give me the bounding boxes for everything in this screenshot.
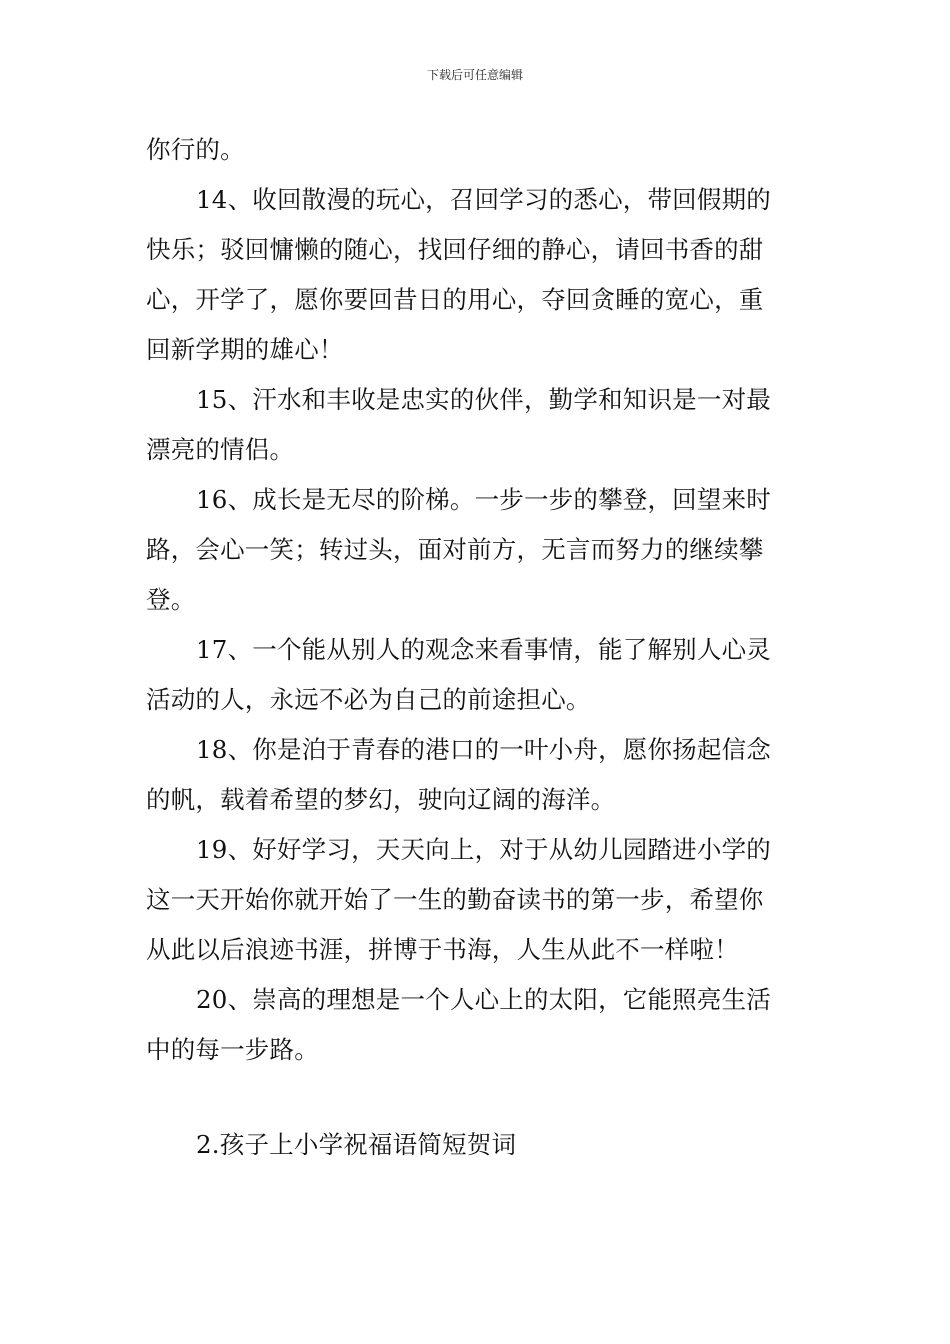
item-16-line-3: 登。 [146, 585, 196, 614]
item-17-line-2: 活动的人，永远不必为自己的前途担心。 [146, 685, 591, 714]
item-19-line-2: 这一天开始你就开始了一生的勤奋读书的第一步，希望你 [146, 885, 764, 914]
item-14-line-3: 心，开学了，愿你要回昔日的用心，夺回贪睡的宽心，重 [146, 285, 764, 314]
item-19-line-3: 从此以后浪迹书涯，拼博于书海，人生从此不一样啦！ [146, 935, 739, 964]
text-line: 你行的。 [146, 135, 245, 164]
item-15-line-1: 15、汗水和丰收是忠实的伙伴，勤学和知识是一对最 [196, 385, 771, 414]
item-16-line-2: 路，会心一笑；转过头，面对前方，无言而努力的继续攀 [146, 535, 764, 564]
item-18-line-1: 18、你是泊于青春的港口的一叶小舟，愿你扬起信念 [196, 735, 771, 764]
item-14-line-4: 回新学期的雄心！ [146, 335, 344, 364]
item-20-line-1: 20、崇高的理想是一个人心上的太阳，它能照亮生活 [196, 985, 771, 1014]
item-15-line-2: 漂亮的情侣。 [146, 435, 295, 464]
item-18-line-2: 的帆，载着希望的梦幻，驶向辽阔的海洋。 [146, 785, 616, 814]
page-header: 下载后可任意编辑 [426, 68, 523, 82]
item-14-line-1: 14、收回散漫的玩心，召回学习的悉心，带回假期的 [196, 185, 771, 214]
item-14-line-2: 快乐；驳回慵懒的随心，找回仔细的静心，请回书香的甜 [146, 235, 764, 264]
item-16-line-1: 16、成长是无尽的阶梯。一步一步的攀登，回望来时 [196, 485, 771, 514]
section-heading: 2.孩子上小学祝福语简短贺词 [196, 1130, 517, 1159]
item-20-line-2: 中的每一步路。 [146, 1035, 319, 1064]
item-17-line-1: 17、一个能从别人的观念来看事情，能了解别人心灵 [196, 635, 771, 664]
item-19-line-1: 19、好好学习，天天向上，对于从幼儿园踏进小学的 [196, 835, 771, 864]
